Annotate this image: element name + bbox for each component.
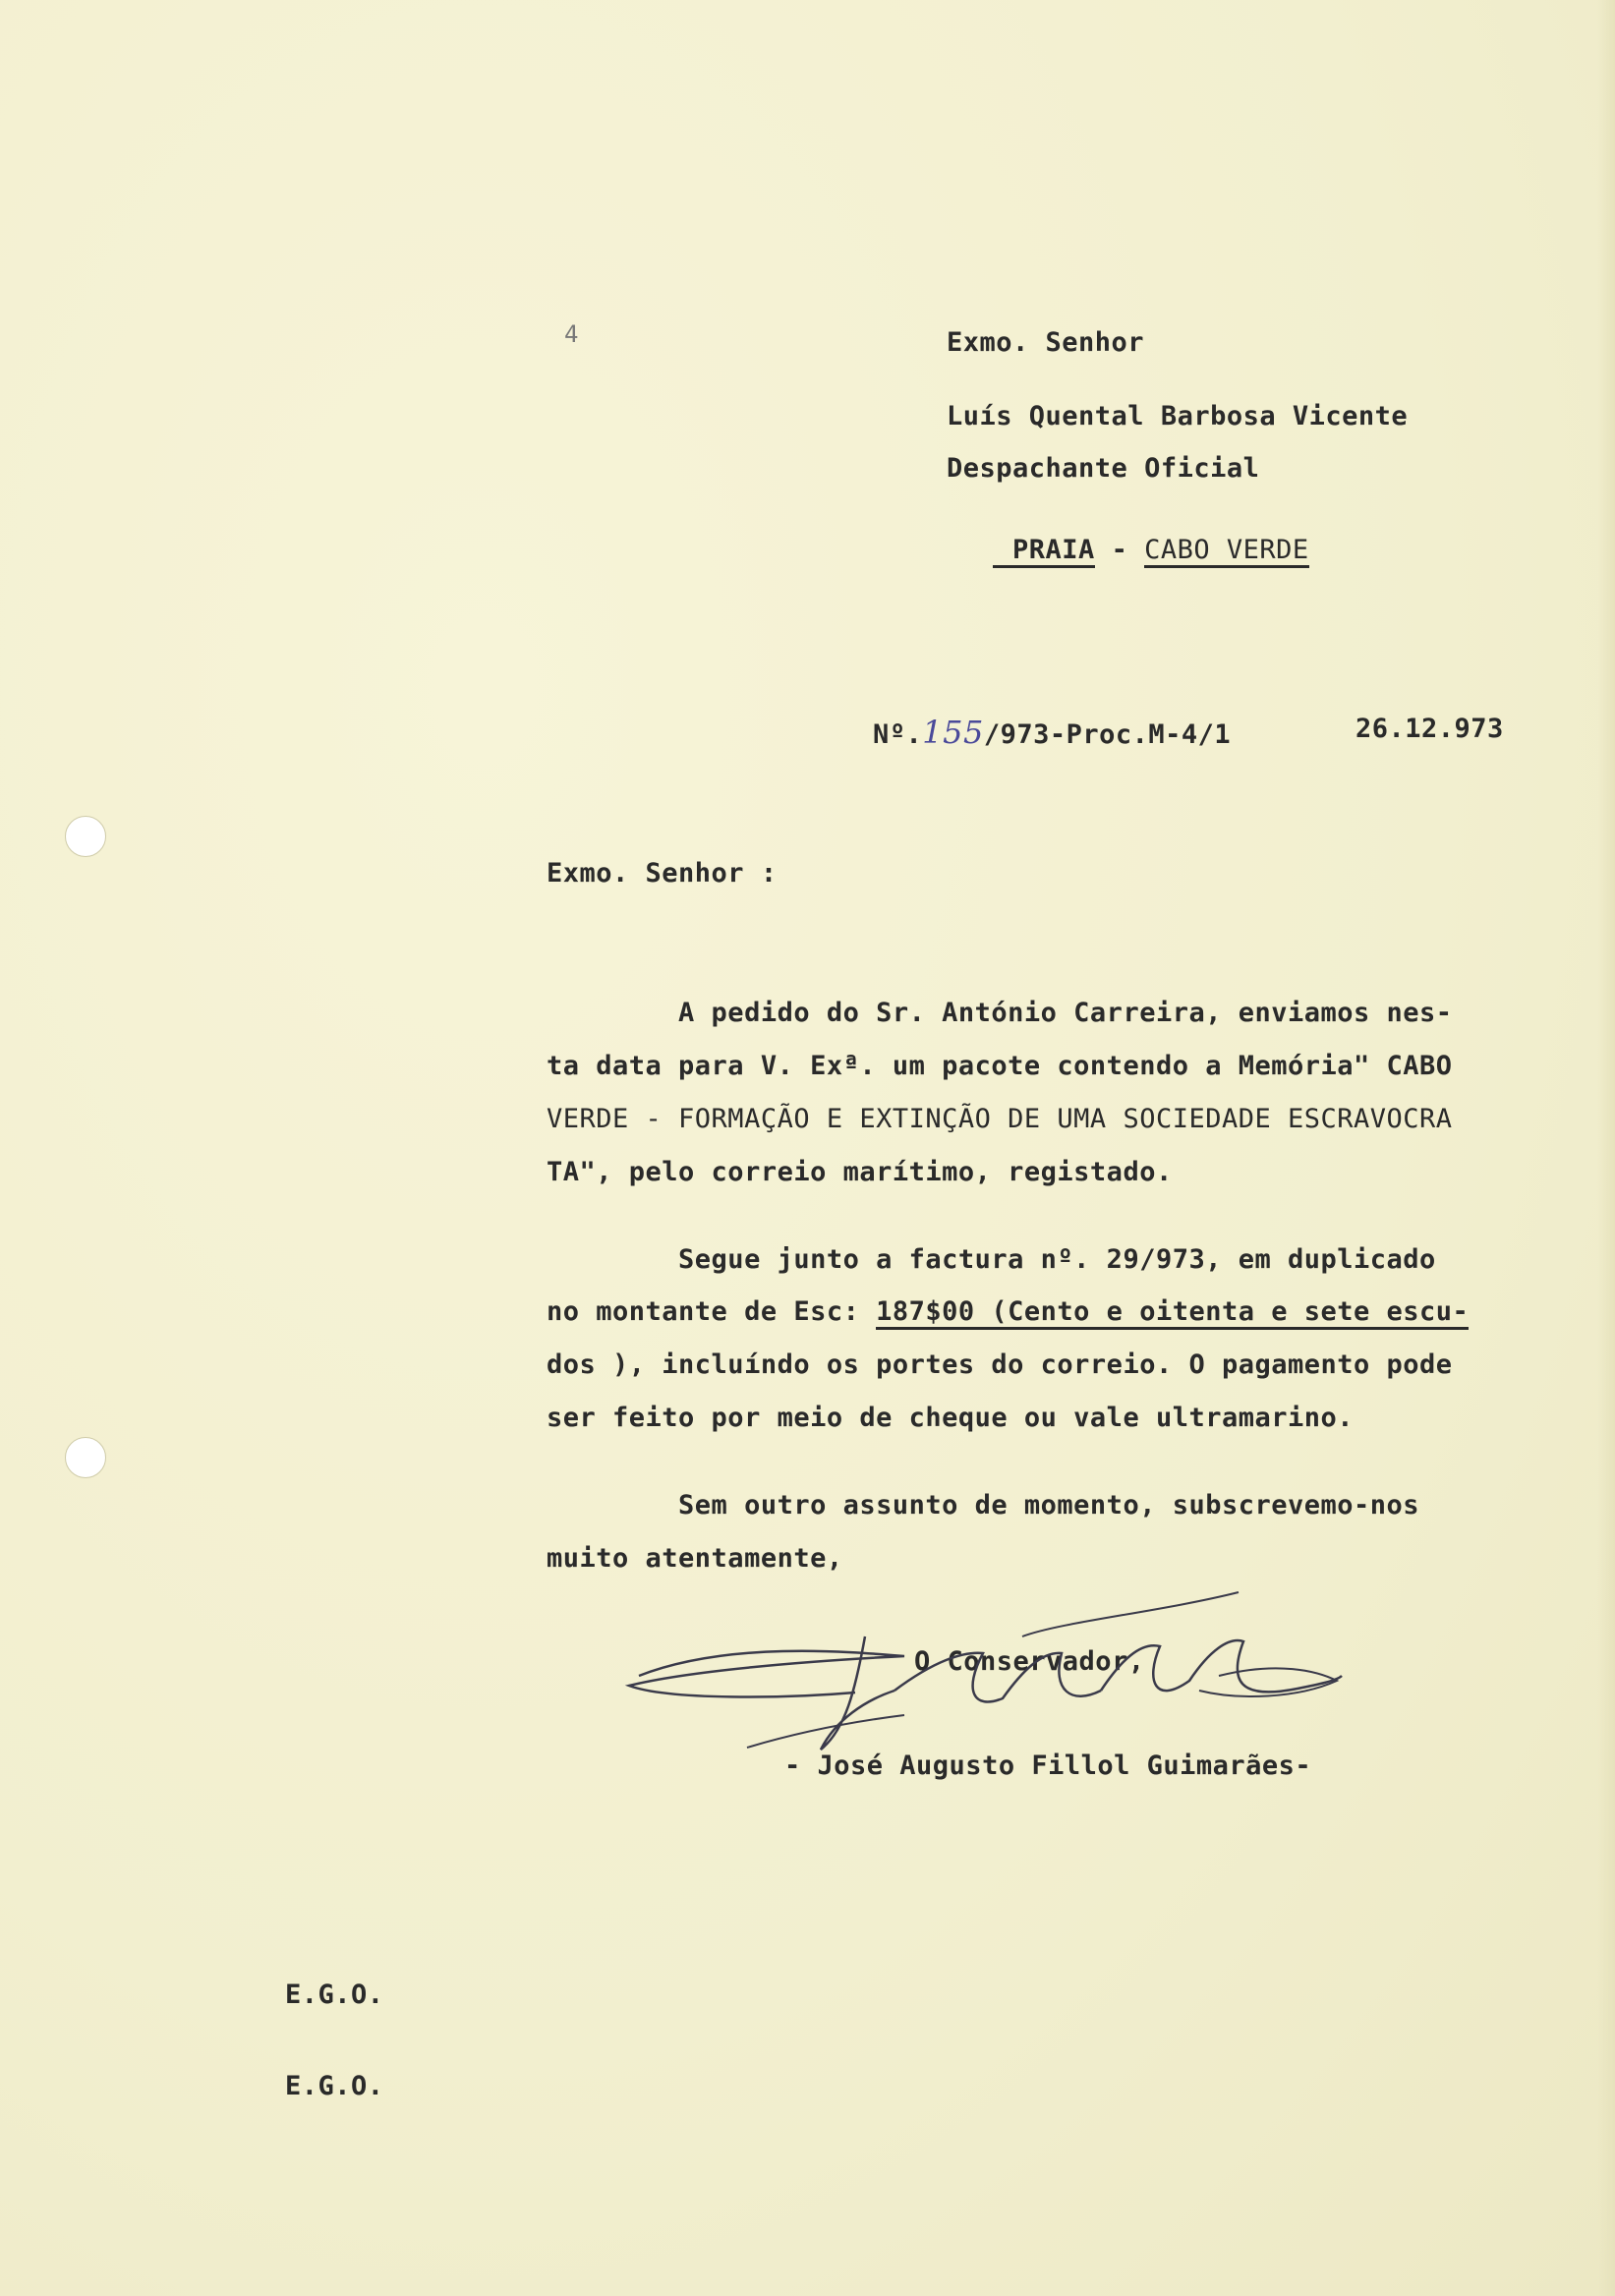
paper-edge [1597,0,1615,2296]
body-p3-line1: Sem outro assunto de momento, subscrevemo-nos [547,1490,1420,1521]
body-p2-line2 [547,1296,1469,1327]
reference-handwritten-number: 155 [922,714,984,751]
greeting: Exmo. Senhor : [547,858,778,889]
closing-name: - José Augusto Fillol Guimarães- [784,1751,1312,1781]
reference-prefix: Nº. [873,719,923,750]
body-p2-amount: 187$00 (Cento e oitenta e sete escu- [876,1296,1469,1330]
addressee-country: CABO VERDE [1144,535,1309,568]
page-number: 4 [564,320,579,348]
body-p2-line4: ser feito por meio de cheque ou vale ultramarino. [547,1403,1355,1433]
punch-hole-bottom [65,1437,106,1478]
reference-line [873,714,1231,751]
addressee-role: Despachante Oficial [947,453,1260,484]
reference-date: 26.12.973 [1355,714,1504,744]
punch-hole-top [65,816,106,857]
footer-initials-2: E.G.O. [285,2071,384,2101]
addressee-salutation: Exmo. Senhor [947,327,1145,358]
body-p3-line2: muito atentamente, [547,1543,843,1574]
footer-initials-1: E.G.O. [285,1980,384,2010]
body-p1-line2: ta data para V. Exª. um pacote contendo a Memória" CABO [547,1051,1453,1081]
body-p1-line1: A pedido do Sr. António Carreira, enviamos nes- [547,998,1453,1028]
addressee-city: PRAIA [993,535,1095,568]
addressee-separator: - [1111,535,1128,565]
closing-title: O Conservador, [914,1646,1145,1677]
body-p1-line3: VERDE - FORMAÇÃO E EXTINÇÃO DE UMA SOCIEDADE ESCRAVOCRA [547,1104,1453,1134]
addressee-location [927,504,1309,596]
body-p2-line1: Segue junto a factura nº. 29/973, em duplicado [547,1244,1436,1275]
reference-code: /973-Proc.M-4/1 [983,719,1232,750]
body-p2-line3: dos ), incluíndo os portes do correio. O pagamento pode [547,1349,1453,1380]
body-p2-amount-intro: no montante de Esc: [547,1296,877,1327]
addressee-name: Luís Quental Barbosa Vicente [947,401,1409,431]
body-p1-line4: TA", pelo correio marítimo, registado. [547,1157,1173,1187]
